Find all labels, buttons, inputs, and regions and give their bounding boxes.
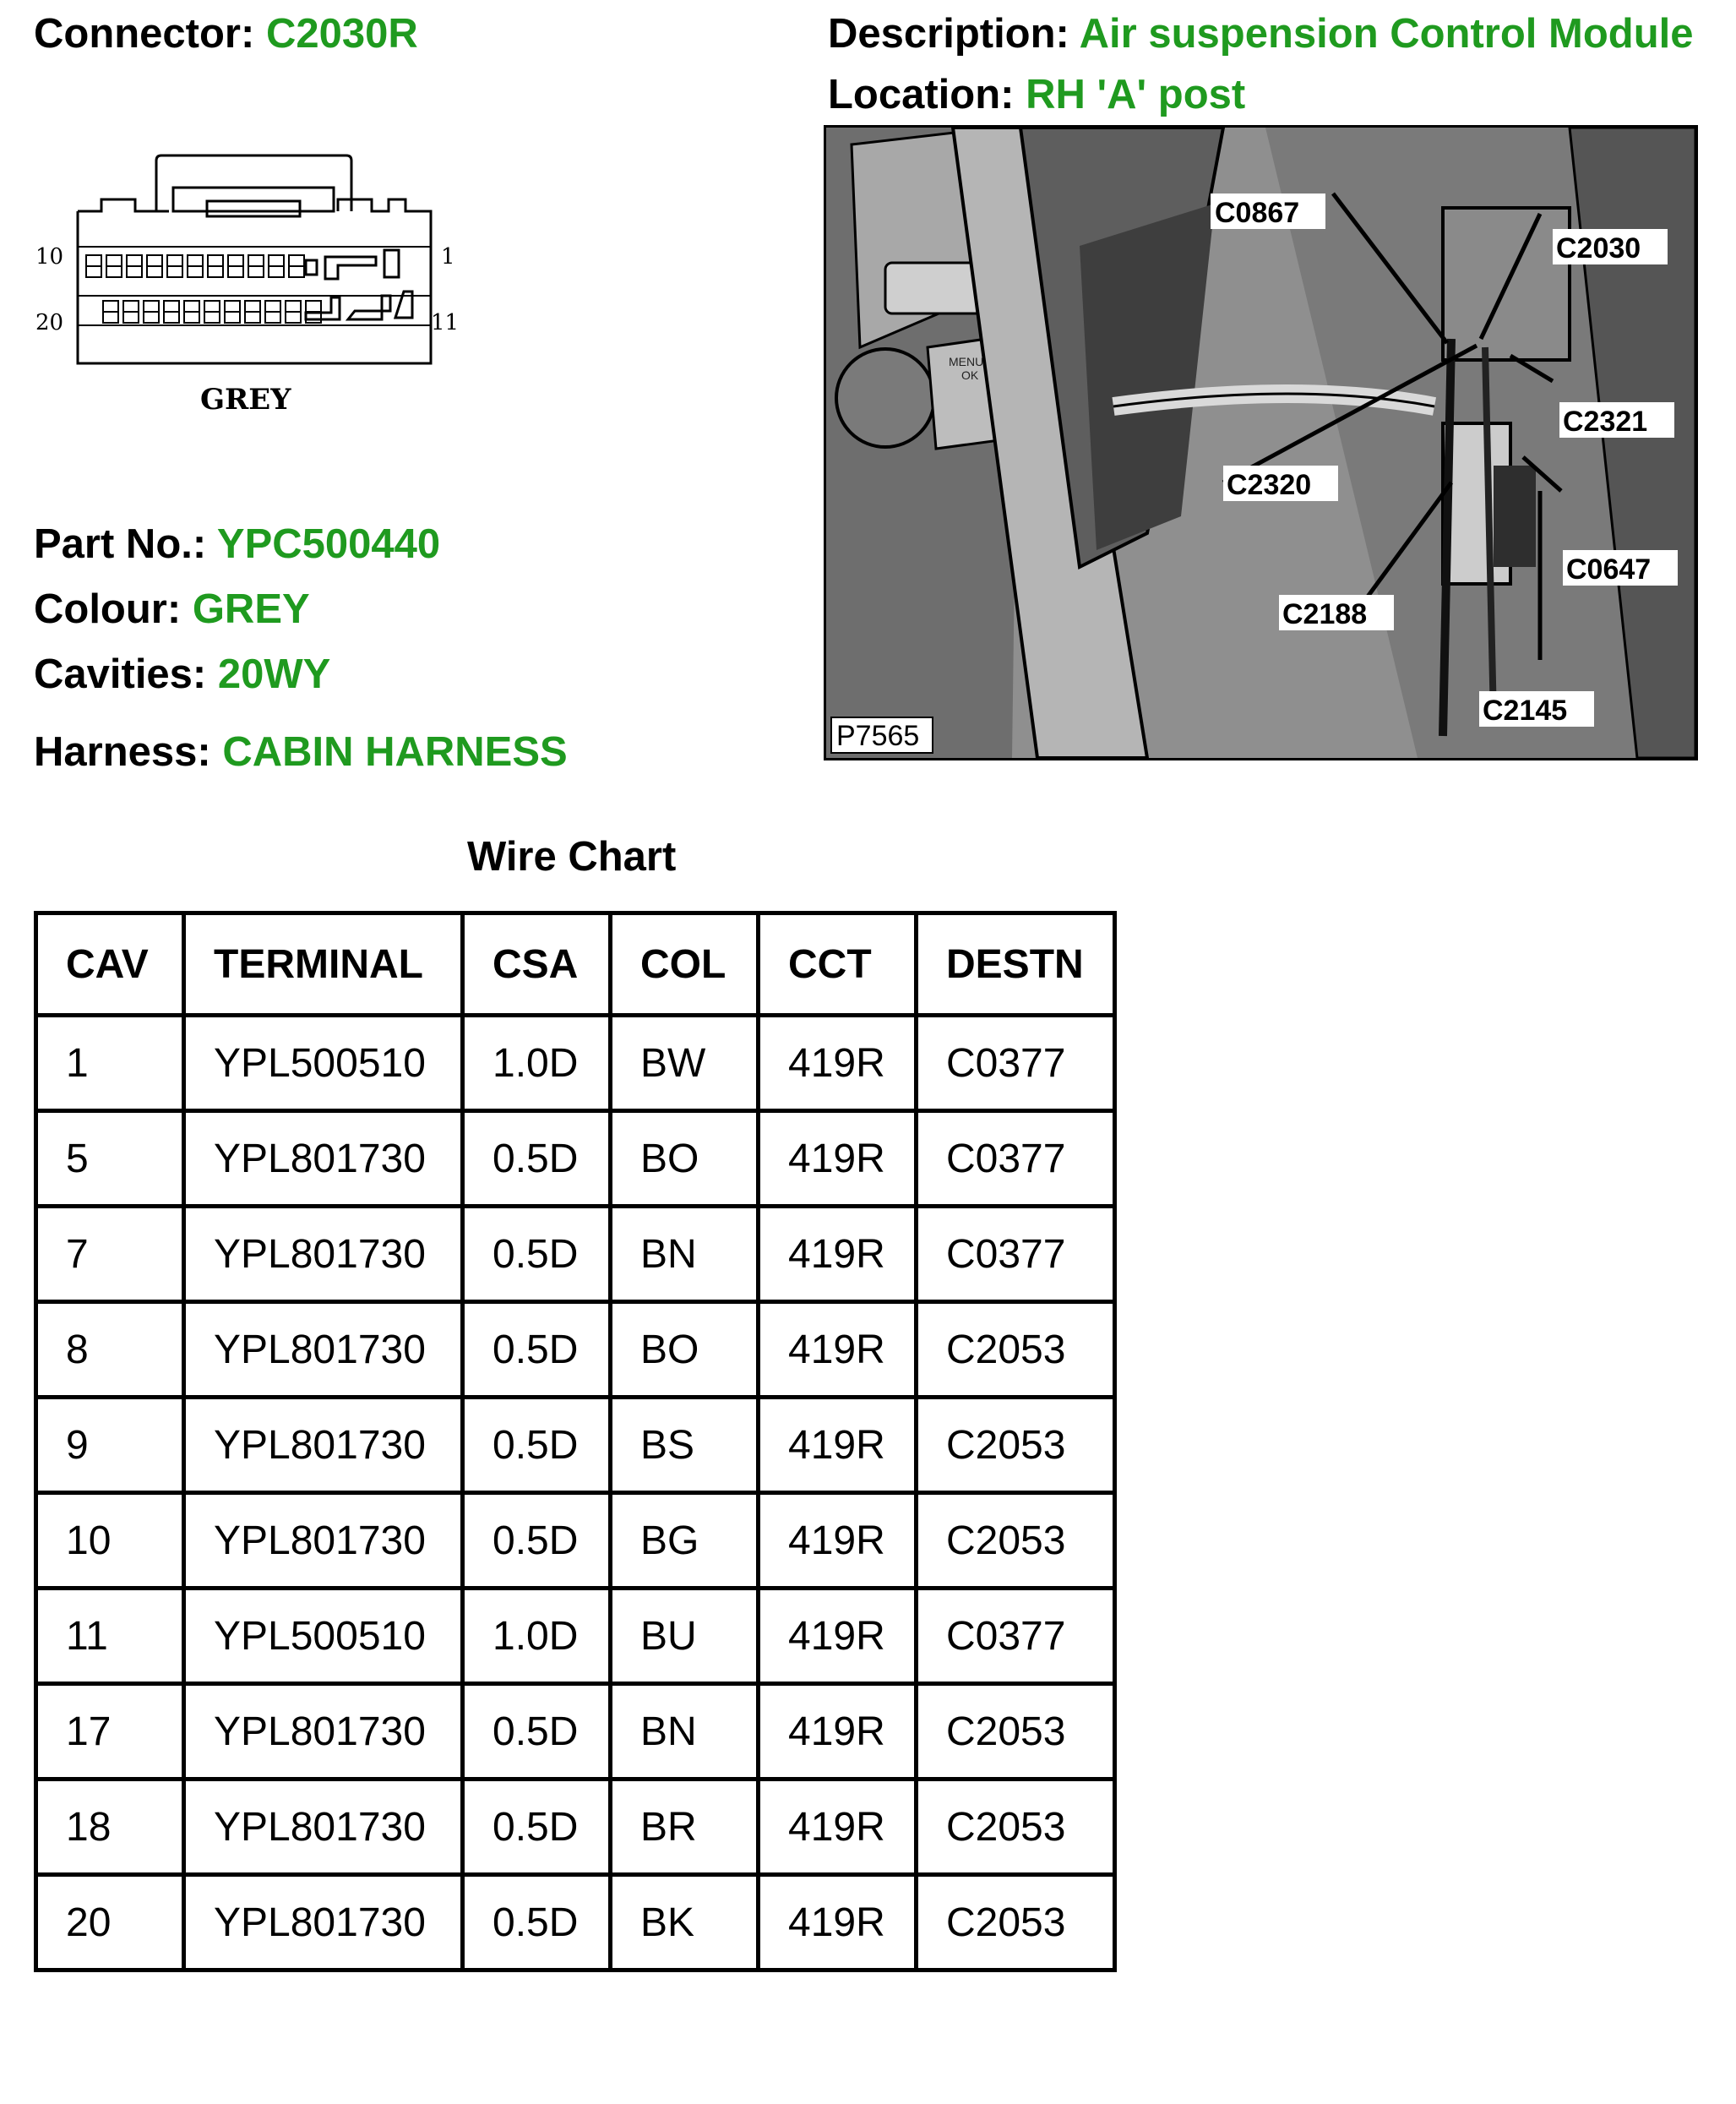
- part-no-value: YPC500440: [216, 521, 441, 567]
- harness-label: Harness:: [34, 729, 211, 775]
- connector-value: C2030R: [265, 11, 418, 57]
- cell-col: BO: [611, 1111, 759, 1207]
- cell-csa: 0.5D: [463, 1875, 611, 1970]
- location-line: [828, 74, 1245, 116]
- cell-cav: 9: [36, 1398, 184, 1493]
- cell-csa: 0.5D: [463, 1302, 611, 1398]
- cell-terminal: YPL801730: [184, 1875, 463, 1970]
- cavities-line: [34, 651, 331, 697]
- cell-cct: 419R: [759, 1111, 917, 1207]
- cell-cct: 419R: [759, 1016, 917, 1111]
- cell-col: BR: [611, 1780, 759, 1875]
- pin-label-11: 11: [431, 310, 460, 335]
- cell-terminal: YPL500510: [184, 1016, 463, 1111]
- cell-col: BK: [611, 1875, 759, 1970]
- cell-destn: C0377: [917, 1589, 1115, 1684]
- cell-destn: C0377: [917, 1016, 1115, 1111]
- connector-face-diagram: [34, 152, 473, 422]
- button-text-menu: MENU: [949, 355, 984, 368]
- cell-cct: 419R: [759, 1493, 917, 1589]
- header-destn: DESTN: [917, 913, 1115, 1016]
- part-no-label: Part No.:: [34, 521, 207, 567]
- cell-terminal: YPL801730: [184, 1684, 463, 1780]
- cell-destn: C0377: [917, 1207, 1115, 1302]
- connector-line: [34, 11, 418, 57]
- location-label: Location:: [828, 72, 1015, 117]
- table-row: [36, 1493, 1115, 1589]
- wire-chart-title: Wire Chart: [467, 834, 677, 880]
- cell-col: BW: [611, 1016, 759, 1111]
- diagram-colour-text: GREY: [200, 383, 291, 417]
- colour-value: GREY: [192, 586, 310, 632]
- cell-destn: C2053: [917, 1493, 1115, 1589]
- callout-c2145: C2145: [1483, 695, 1568, 727]
- cell-cct: 419R: [759, 1684, 917, 1780]
- cell-destn: C2053: [917, 1302, 1115, 1398]
- cell-csa: 0.5D: [463, 1684, 611, 1780]
- cell-col: BO: [611, 1302, 759, 1398]
- cell-cav: 17: [36, 1684, 184, 1780]
- callout-c2188: C2188: [1282, 598, 1368, 630]
- callout-c0867: C0867: [1215, 197, 1300, 229]
- header-terminal: TERMINAL: [184, 913, 463, 1016]
- cell-destn: C2053: [917, 1875, 1115, 1970]
- cell-cav: 10: [36, 1493, 184, 1589]
- location-value: RH 'A' post: [1026, 72, 1246, 117]
- cell-cct: 419R: [759, 1207, 917, 1302]
- cell-cav: 11: [36, 1589, 184, 1684]
- cell-destn: C2053: [917, 1780, 1115, 1875]
- cell-csa: 1.0D: [463, 1016, 611, 1111]
- description-line: [828, 11, 1694, 57]
- description-value: Air suspension Control Module: [1079, 11, 1694, 57]
- pin-row-bottom: [103, 301, 321, 323]
- cell-cav: 5: [36, 1111, 184, 1207]
- photo-ref: P7565: [836, 720, 920, 752]
- wire-chart-table: [34, 911, 1117, 1972]
- table-row: [36, 1684, 1115, 1780]
- cell-destn: C2053: [917, 1684, 1115, 1780]
- table-row: [36, 1016, 1115, 1111]
- cell-cav: 7: [36, 1207, 184, 1302]
- cell-cct: 419R: [759, 1589, 917, 1684]
- cell-terminal: YPL801730: [184, 1493, 463, 1589]
- cell-col: BU: [611, 1589, 759, 1684]
- pin-label-1: 1: [441, 244, 455, 270]
- colour-label: Colour:: [34, 586, 182, 632]
- cell-csa: 1.0D: [463, 1589, 611, 1684]
- header-cct: CCT: [759, 913, 917, 1016]
- button-text-ok: OK: [961, 368, 979, 382]
- cell-cct: 419R: [759, 1398, 917, 1493]
- cell-terminal: YPL801730: [184, 1111, 463, 1207]
- description-label: Description:: [828, 11, 1069, 57]
- cell-col: BS: [611, 1398, 759, 1493]
- cell-terminal: YPL801730: [184, 1780, 463, 1875]
- header-csa: CSA: [463, 913, 611, 1016]
- harness-value: CABIN HARNESS: [222, 729, 568, 775]
- table-row: [36, 1780, 1115, 1875]
- cell-cav: 8: [36, 1302, 184, 1398]
- cell-cct: 419R: [759, 1780, 917, 1875]
- cell-terminal: YPL801730: [184, 1207, 463, 1302]
- table-row: [36, 1875, 1115, 1970]
- cell-csa: 0.5D: [463, 1207, 611, 1302]
- table-row: [36, 1302, 1115, 1398]
- callout-c2320: C2320: [1227, 469, 1312, 501]
- colour-line: [34, 586, 310, 632]
- cell-csa: 0.5D: [463, 1111, 611, 1207]
- callout-c2321: C2321: [1563, 406, 1648, 438]
- harness-line: [34, 729, 568, 775]
- callout-c0647: C0647: [1566, 553, 1652, 586]
- pin-label-20: 20: [35, 310, 64, 335]
- cell-cav: 20: [36, 1875, 184, 1970]
- cell-destn: C2053: [917, 1398, 1115, 1493]
- pin-row-top: [86, 255, 304, 277]
- cell-col: BN: [611, 1684, 759, 1780]
- cell-col: BG: [611, 1493, 759, 1589]
- cell-cav: 1: [36, 1016, 184, 1111]
- table-row: [36, 1111, 1115, 1207]
- cell-csa: 0.5D: [463, 1398, 611, 1493]
- cell-terminal: YPL801730: [184, 1398, 463, 1493]
- table-row: [36, 1207, 1115, 1302]
- photo-illustration: [826, 128, 1695, 758]
- cell-cav: 18: [36, 1780, 184, 1875]
- connector-label: Connector:: [34, 11, 255, 57]
- cell-col: BN: [611, 1207, 759, 1302]
- cell-csa: 0.5D: [463, 1493, 611, 1589]
- cell-csa: 0.5D: [463, 1780, 611, 1875]
- pin-label-10: 10: [35, 244, 64, 270]
- cell-cct: 419R: [759, 1875, 917, 1970]
- header-col: COL: [611, 913, 759, 1016]
- cavities-value: 20WY: [217, 651, 331, 697]
- table-row: [36, 1398, 1115, 1493]
- callout-c2030: C2030: [1556, 232, 1641, 264]
- location-photo: [824, 125, 1698, 760]
- cell-terminal: YPL801730: [184, 1302, 463, 1398]
- table-row: [36, 1589, 1115, 1684]
- wire-chart-body: [36, 1016, 1115, 1970]
- header-cav: CAV: [36, 913, 184, 1016]
- wire-chart-header-row: [36, 913, 1115, 1016]
- cell-cct: 419R: [759, 1302, 917, 1398]
- cell-destn: C0377: [917, 1111, 1115, 1207]
- cavities-label: Cavities:: [34, 651, 207, 697]
- cell-terminal: YPL500510: [184, 1589, 463, 1684]
- part-no-line: [34, 521, 441, 567]
